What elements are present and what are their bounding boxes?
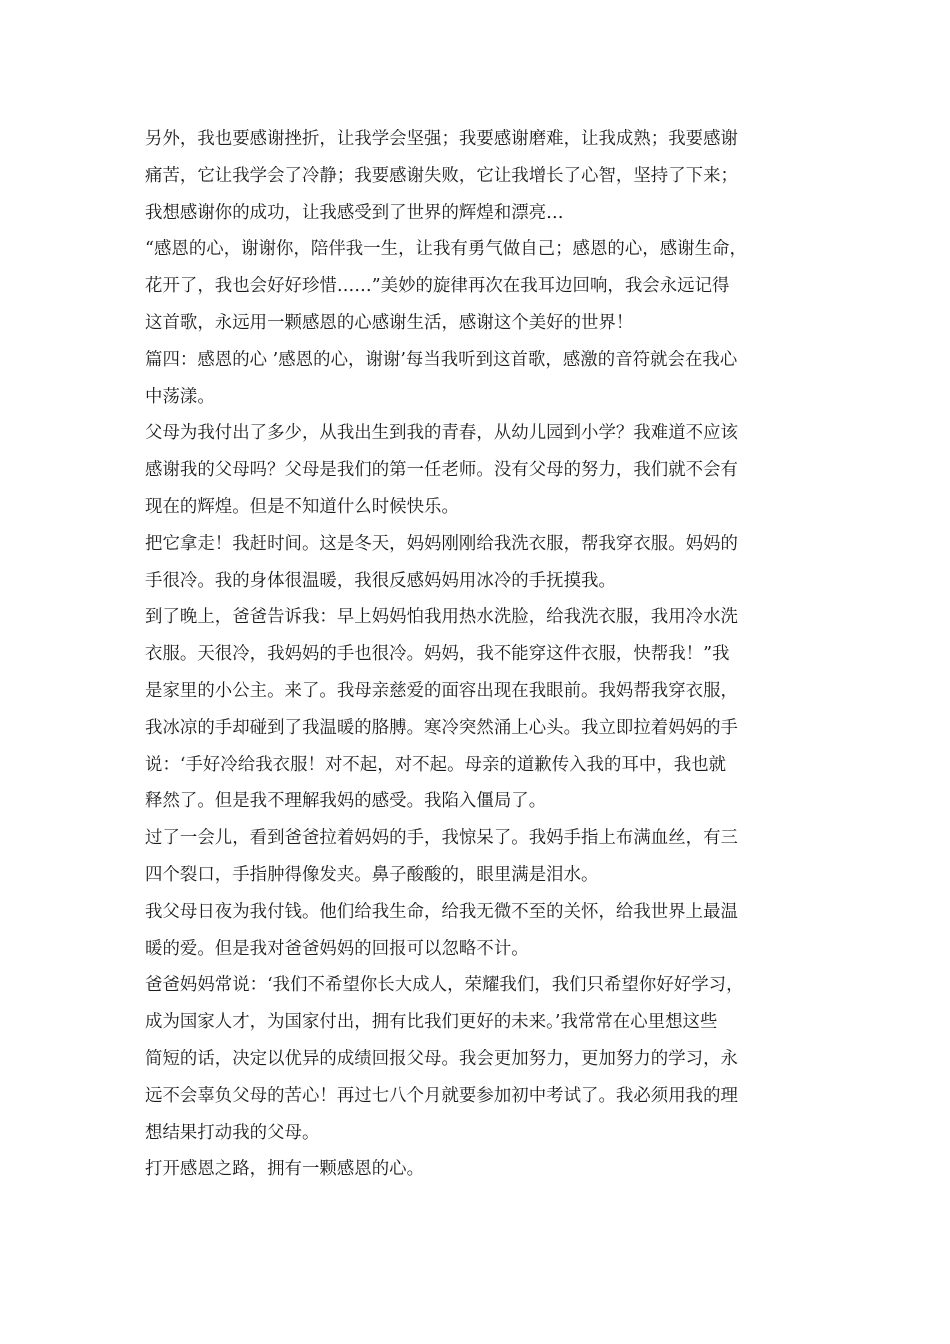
text-line: 衣服。天很冷，我妈妈的手也很冷。妈妈，我不能穿这件衣服，快帮我！”我 [145,644,730,665]
text-line: 四个裂口，手指肿得像发夹。鼻子酸酸的，眼里满是泪水。 [145,864,599,885]
text-line: 到了晚上，爸爸告诉我：早上妈妈怕我用热水洗脸，给我洗衣服，我用冷水洗 [145,607,738,628]
text-line: 打开感恩之路，拥有一颗感恩的心。 [145,1159,425,1180]
paragraph-6 [145,599,813,820]
text-line: 爸爸妈妈常说：‘我们不希望你长大成人，荣耀我们，我们只希望你好好学习， [145,975,744,996]
text-line: 痛苦，它让我学会了冷静；我要感谢失败，它让我增长了心智，坚持了下来； [145,165,738,186]
text-line: 简短的话，决定以优异的成绩回报父母。我会更加努力，更加努力的学习，永 [145,1048,738,1069]
paragraph-5 [145,526,813,600]
closing-paragraph [145,1151,813,1188]
paragraph-2 [145,231,813,341]
text-line: 手很冷。我的身体很温暖，我很反感妈妈用冰冷的手抚摸我。 [145,570,616,591]
paragraph-1 [145,121,813,231]
text-line: 现在的辉煌。但是不知道什么时候快乐。 [145,496,459,517]
text-line: 感谢我的父母吗？父母是我们的第一任老师。没有父母的努力，我们就不会有 [145,460,738,481]
document-body [145,121,813,1188]
text-line: 是家里的小公主。来了。我母亲慈爱的面容出现在我眼前。我妈帮我穿衣服， [145,680,738,701]
text-line: 篇四：感恩的心 ’感恩的心，谢谢’每当我听到这首歌，感激的音符就会在我心 [145,349,738,370]
text-line: 我想感谢你的成功，让我感受到了世界的辉煌和漂亮… [145,202,564,223]
text-line: “感恩的心，谢谢你，陪伴我一生，让我有勇气做自己；感恩的心，感谢生命， [145,239,747,260]
text-line: 中荡漾。 [145,386,215,407]
paragraph-8 [145,894,813,968]
section-heading-paragraph [145,342,813,416]
paragraph-4 [145,415,813,525]
text-line: 成为国家人才，为国家付出，拥有比我们更好的未来。’我常常在心里想这些 [145,1012,718,1033]
paragraph-7 [145,820,813,894]
text-line: 我父母日夜为我付钱。他们给我生命，给我无微不至的关怀，给我世界上最温 [145,901,738,922]
text-line: 花开了，我也会好好珍惜……”美妙的旋律再次在我耳边回响，我会永远记得 [145,276,730,297]
text-line: 我冰凉的手却碰到了我温暖的胳膊。寒冷突然涌上心头。我立即拉着妈妈的手 [145,717,738,738]
paragraph-9 [145,967,813,1151]
text-line: 释然了。但是我不理解我妈的感受。我陷入僵局了。 [145,791,547,812]
text-line: 说：‘手好冷给我衣服！对不起，对不起。母亲的道歉传入我的耳中，我也就 [145,754,727,775]
text-line: 把它拿走！我赶时间。这是冬天，妈妈刚刚给我洗衣服，帮我穿衣服。妈妈的 [145,533,738,554]
text-line: 暖的爱。但是我对爸爸妈妈的回报可以忽略不计。 [145,938,529,959]
text-line: 另外，我也要感谢挫折，让我学会坚强；我要感谢磨难，让我成熟；我要感谢 [145,129,738,149]
text-line: 这首歌，永远用一颗感恩的心感谢生活，感谢这个美好的世界！ [145,312,634,333]
text-line: 过了一会儿，看到爸爸拉着妈妈的手，我惊呆了。我妈手指上布满血丝，有三 [145,828,738,849]
text-line: 父母为我付出了多少，从我出生到我的青春，从幼儿园到小学？我难道不应该 [145,423,738,444]
text-line: 想结果打动我的父母。 [145,1122,320,1143]
text-line: 远不会辜负父母的苦心！再过七八个月就要参加初中考试了。我必须用我的理 [145,1085,738,1106]
